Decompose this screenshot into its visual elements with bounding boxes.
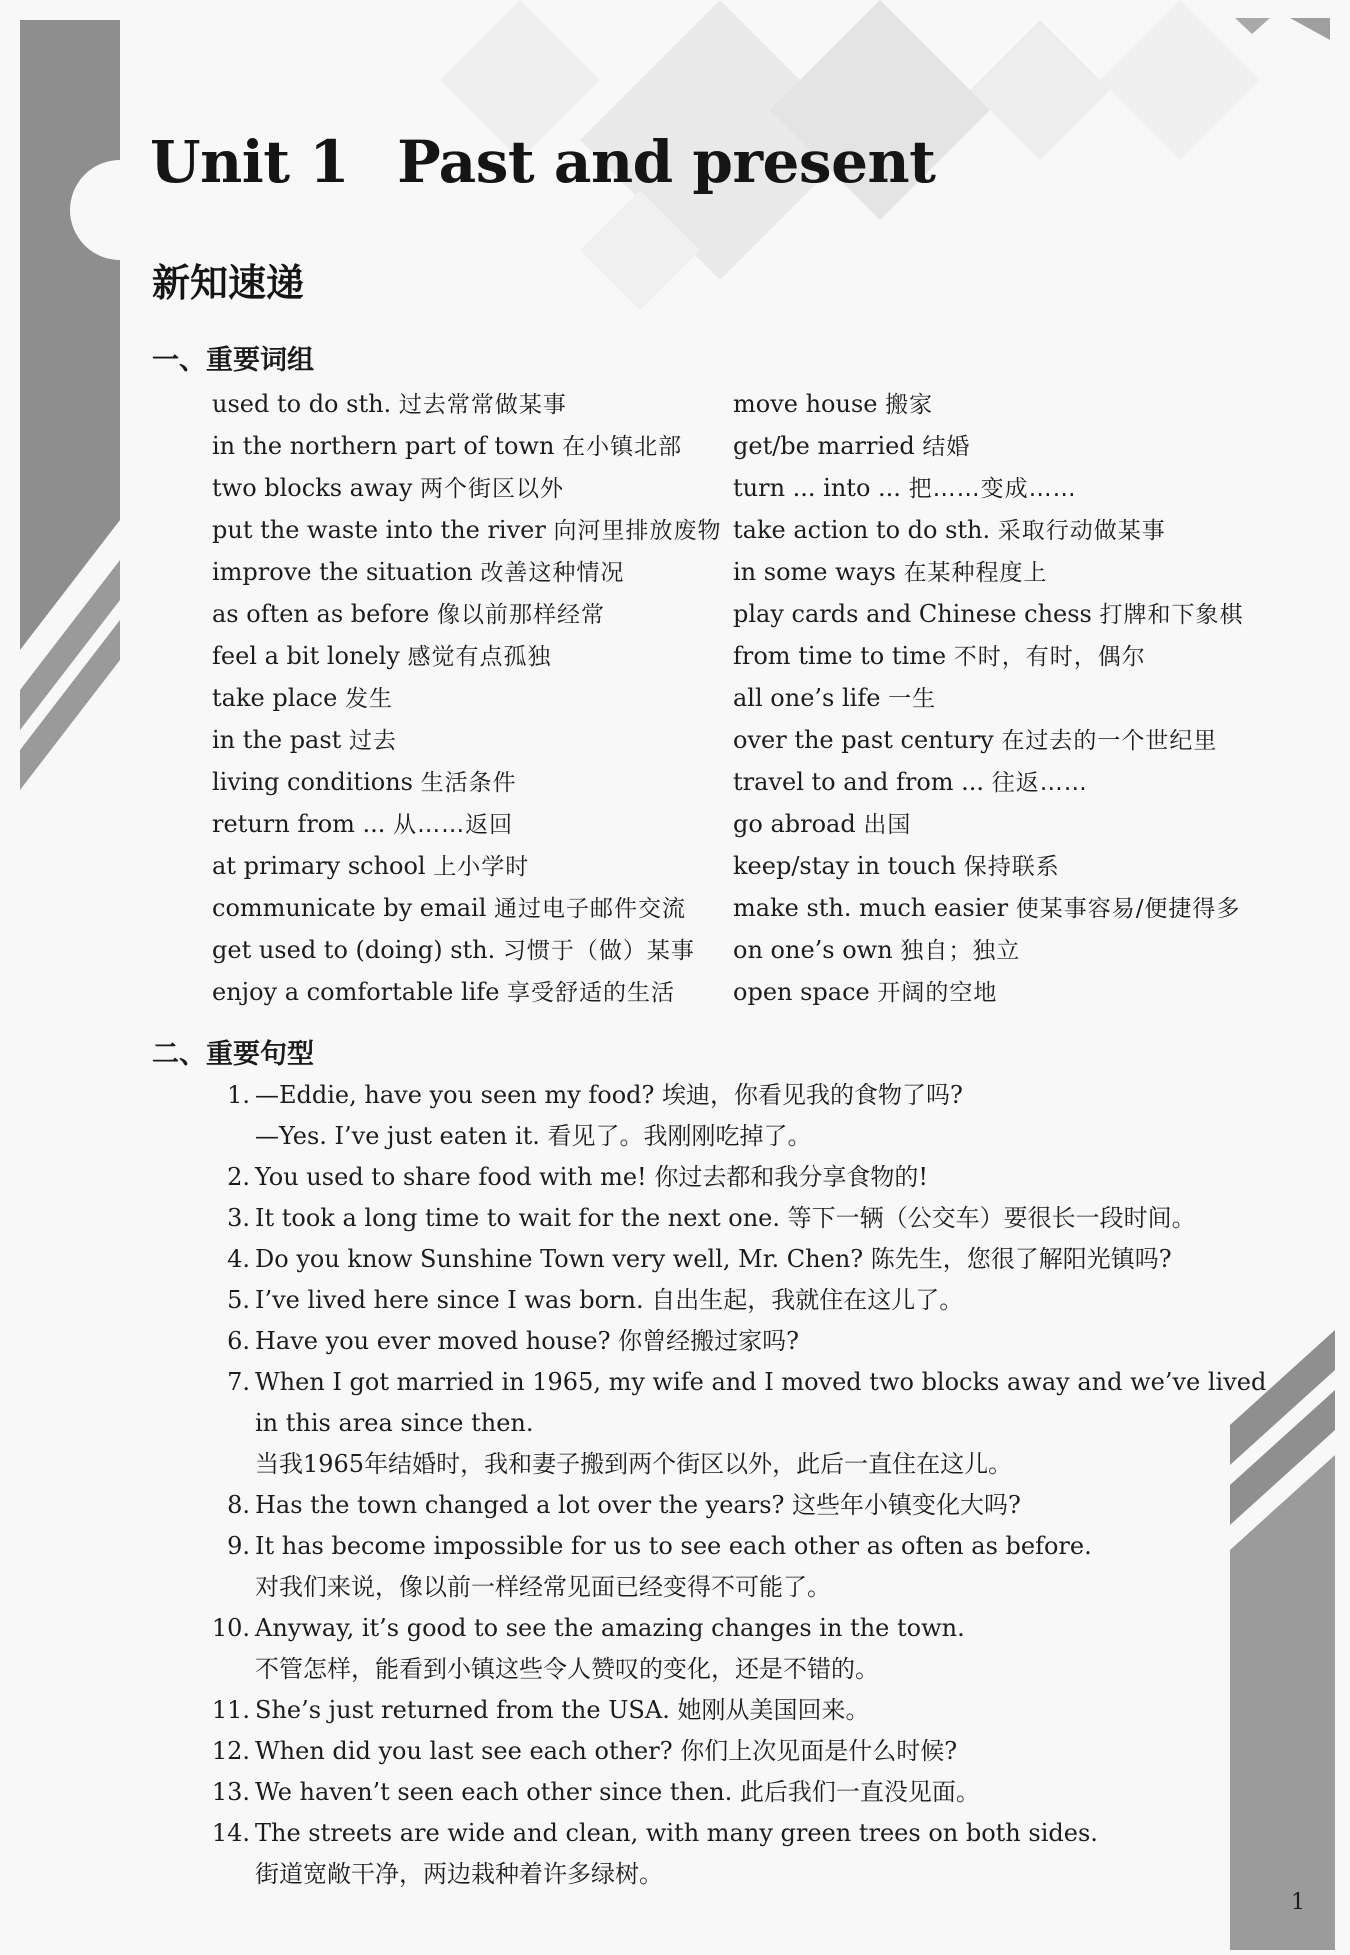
- sentence-item: [200, 1608, 1240, 1690]
- sentence-item: [200, 1526, 1240, 1608]
- phrase-item: [212, 635, 721, 677]
- phrase-english: in the past: [212, 726, 342, 754]
- sentence-number: 13.: [211, 1778, 250, 1806]
- phrase-chinese: 把……变成……: [908, 476, 1077, 502]
- phrase-chinese: 采取行动做某事: [997, 518, 1166, 544]
- phrase-chinese: 出国: [863, 812, 912, 838]
- sentence-item: [200, 1157, 1240, 1198]
- section-title: 新知速递: [152, 261, 305, 305]
- phrase-english: play cards and Chinese chess: [733, 600, 1092, 628]
- sentence-line: in this area since then.: [255, 1409, 534, 1437]
- sentence-item: [200, 1690, 1240, 1731]
- sentence-number: 2.: [227, 1163, 250, 1191]
- sentence-line: 街道宽敞干净，两边栽种着许多绿树。: [255, 1860, 663, 1888]
- phrase-chinese: 上小学时: [433, 854, 530, 880]
- phrase-english: two blocks away: [212, 474, 413, 502]
- sentence-number: 6.: [227, 1327, 250, 1355]
- sentence-line: 对我们来说，像以前一样经常见面已经变得不可能了。: [255, 1573, 831, 1601]
- phrase-chinese: 发生: [344, 686, 393, 712]
- phrase-english: take place: [212, 684, 338, 712]
- sentence-item: [200, 1321, 1240, 1362]
- sentence-line: Do you know Sunshine Town very well, Mr. Chen? 陈先生，您很了解阳光镇吗?: [255, 1245, 1172, 1273]
- sentence-item: [200, 1485, 1240, 1526]
- phrase-chinese: 享受舒适的生活: [507, 980, 676, 1006]
- sentence-item: [200, 1362, 1267, 1485]
- phrase-chinese: 向河里排放废物: [553, 518, 722, 544]
- phrase-english: take action to do sth.: [733, 516, 991, 544]
- sentence-item: [200, 1198, 1240, 1239]
- phrase-item: [212, 677, 721, 719]
- sentence-number: 9.: [227, 1532, 250, 1560]
- phrase-english: at primary school: [212, 852, 426, 880]
- phrase-chinese: 独自；独立: [900, 938, 1021, 964]
- sentence-number: 7.: [227, 1368, 250, 1396]
- phrase-english: communicate by email: [212, 894, 487, 922]
- phrase-chinese: 一生: [888, 686, 937, 712]
- sentence-line: We haven’t seen each other since then. 此后我们一直没见面。: [255, 1778, 980, 1806]
- phrase-english: keep/stay in touch: [733, 852, 957, 880]
- phrase-item: [733, 803, 1244, 845]
- phrase-english: from time to time: [733, 642, 947, 670]
- phrases-heading: 一、重要词组: [152, 345, 314, 376]
- sentences-heading: 二、重要句型: [152, 1039, 314, 1070]
- phrase-english: get/be married: [733, 432, 915, 460]
- phrase-chinese: 两个街区以外: [420, 476, 565, 502]
- phrase-chinese: 从……返回: [393, 812, 514, 838]
- phrase-english: put the waste into the river: [212, 516, 546, 544]
- phrase-item: [212, 971, 721, 1013]
- phrase-english: turn ... into ...: [733, 474, 901, 502]
- phrase-item: [212, 761, 721, 803]
- phrase-chinese: 不时，有时，偶尔: [953, 644, 1146, 670]
- phrase-english: over the past century: [733, 726, 994, 754]
- phrase-english: move house: [733, 390, 878, 418]
- phrase-chinese: 结婚: [922, 434, 971, 460]
- phrase-chinese: 往返……: [991, 770, 1088, 796]
- sentence-number: 4.: [227, 1245, 250, 1273]
- phrase-chinese: 生活条件: [420, 770, 517, 796]
- phrase-item: [212, 719, 721, 761]
- phrase-list-left: [212, 383, 721, 1013]
- phrase-english: travel to and from ...: [733, 768, 985, 796]
- phrase-chinese: 像以前那样经常: [437, 602, 605, 628]
- phrase-item: [212, 887, 721, 929]
- sentence-line: —Yes. I’ve just eaten it. 看见了。我刚刚吃掉了。: [255, 1122, 812, 1150]
- phrase-english: in the northern part of town: [212, 432, 555, 460]
- sentence-number: 3.: [227, 1204, 250, 1232]
- phrase-item: [733, 551, 1244, 593]
- phrase-item: [212, 467, 721, 509]
- sentence-line: Anyway, it’s good to see the amazing changes in the town.: [255, 1614, 965, 1642]
- sentence-number: 5.: [227, 1286, 250, 1314]
- phrase-item: [733, 845, 1244, 887]
- sentence-line: 不管怎样，能看到小镇这些令人赞叹的变化，还是不错的。: [255, 1655, 879, 1683]
- phrase-chinese: 改善这种情况: [480, 560, 625, 586]
- phrase-item: [212, 509, 721, 551]
- phrase-chinese: 打牌和下象棋: [1099, 602, 1244, 628]
- phrase-english: enjoy a comfortable life: [212, 978, 500, 1006]
- sentence-line: When I got married in 1965, my wife and I moved two blocks away and we’ve lived: [255, 1368, 1267, 1396]
- phrase-item: [733, 635, 1244, 677]
- phrase-english: go abroad: [733, 810, 856, 838]
- phrase-item: [733, 887, 1244, 929]
- phrase-item: [212, 383, 721, 425]
- phrase-item: [212, 551, 721, 593]
- phrase-item: [212, 845, 721, 887]
- phrase-english: make sth. much easier: [733, 894, 1009, 922]
- sentence-line: Have you ever moved house? 你曾经搬过家吗?: [255, 1327, 799, 1355]
- sentence-line: —Eddie, have you seen my food? 埃迪，你看见我的食物了吗?: [255, 1081, 963, 1109]
- phrase-chinese: 保持联系: [963, 854, 1060, 880]
- sentence-line: She’s just returned from the USA. 她刚从美国回来。: [255, 1696, 870, 1724]
- phrase-item: [733, 761, 1244, 803]
- sentence-line: It has become impossible for us to see each other as often as before.: [255, 1532, 1092, 1560]
- phrase-chinese: 过去常常做某事: [398, 392, 567, 418]
- phrase-english: living conditions: [212, 768, 413, 796]
- phrase-item: [212, 803, 721, 845]
- phrase-item: [733, 719, 1244, 761]
- phrase-english: get used to (doing) sth.: [212, 936, 496, 964]
- sentence-number: 8.: [227, 1491, 250, 1519]
- sentence-number: 11.: [211, 1696, 250, 1724]
- phrase-english: all one’s life: [733, 684, 881, 712]
- sentence-list: [200, 1075, 1267, 1895]
- left-band: [20, 20, 120, 650]
- sentence-item: [200, 1280, 1240, 1321]
- phrase-chinese: 搬家: [885, 392, 934, 418]
- phrase-english: in some ways: [733, 558, 896, 586]
- phrase-chinese: 在过去的一个世纪里: [1001, 728, 1218, 754]
- phrase-chinese: 在小镇北部: [562, 434, 683, 460]
- sentence-number: 10.: [211, 1614, 250, 1642]
- phrase-list-right: [733, 383, 1244, 1013]
- phrase-item: [733, 509, 1244, 551]
- page-number: 1: [1291, 1890, 1305, 1915]
- unit-title: Unit 1 Past and present: [150, 128, 936, 196]
- right-band: [1230, 1455, 1335, 1950]
- sentence-item: [200, 1075, 1240, 1157]
- phrase-english: open space: [733, 978, 870, 1006]
- phrase-chinese: 过去: [348, 728, 397, 754]
- phrase-item: [212, 929, 721, 971]
- sentence-line: When did you last see each other? 你们上次见面是什么时候?: [255, 1737, 958, 1765]
- phrase-english: return from ...: [212, 810, 386, 838]
- sentence-number: 12.: [211, 1737, 250, 1765]
- sentence-number: 1.: [227, 1081, 250, 1109]
- phrase-item: [212, 425, 721, 467]
- sentence-line: Has the town changed a lot over the years? 这些年小镇变化大吗?: [255, 1491, 1021, 1519]
- phrase-english: as often as before: [212, 600, 430, 628]
- sentence-line: The streets are wide and clean, with many green trees on both sides.: [255, 1819, 1098, 1847]
- phrase-chinese: 使某事容易/便捷得多: [1015, 896, 1241, 922]
- phrase-english: used to do sth.: [212, 390, 392, 418]
- sentence-line: I’ve lived here since I was born. 自出生起，我就住在这儿了。: [255, 1286, 964, 1314]
- phrase-english: on one’s own: [733, 936, 893, 964]
- sentence-item: [200, 1772, 1240, 1813]
- phrase-item: [212, 593, 721, 635]
- phrase-english: feel a bit lonely: [212, 642, 400, 670]
- sentence-line: It took a long time to wait for the next one. 等下一辆（公交车）要很长一段时间。: [255, 1204, 1196, 1232]
- sentence-item: [200, 1239, 1240, 1280]
- phrase-item: [733, 677, 1244, 719]
- phrase-chinese: 习惯于（做）某事: [502, 938, 695, 964]
- sentence-line: 当我1965年结婚时，我和妻子搬到两个街区以外，此后一直住在这儿。: [255, 1450, 1013, 1478]
- sentence-number: 14.: [211, 1819, 250, 1847]
- phrase-item: [733, 383, 1244, 425]
- phrase-english: improve the situation: [212, 558, 473, 586]
- phrase-item: [733, 425, 1244, 467]
- sentence-item: [200, 1813, 1240, 1895]
- phrase-chinese: 在某种程度上: [903, 560, 1048, 586]
- phrase-chinese: 通过电子邮件交流: [494, 896, 687, 922]
- phrase-item: [733, 593, 1244, 635]
- phrase-chinese: 感觉有点孤独: [407, 644, 552, 670]
- sentence-line: You used to share food with me! 你过去都和我分享食物的!: [255, 1163, 928, 1191]
- phrase-chinese: 开阔的空地: [877, 980, 998, 1006]
- phrase-item: [733, 929, 1244, 971]
- phrase-item: [733, 971, 1244, 1013]
- sentence-item: [200, 1731, 1240, 1772]
- phrase-item: [733, 467, 1244, 509]
